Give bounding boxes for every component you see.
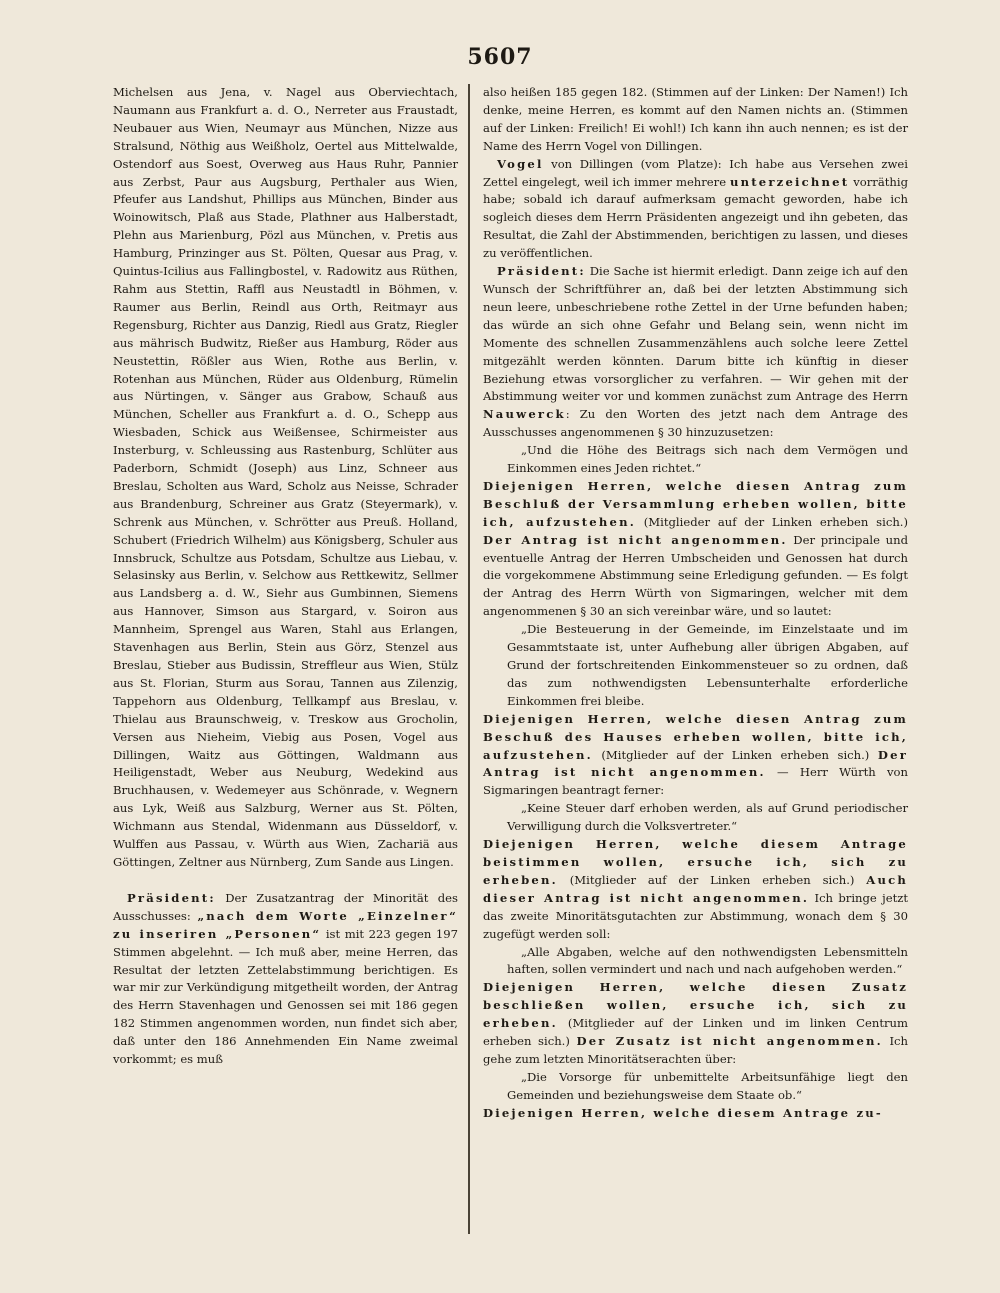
vote-call-text: Diejenigen Herren, welche diesen Antrag zum Beschluß der Versammlung erheben wollen, bitte ich, aufzustehen. xyxy=(483,478,908,529)
vote-result: Auch dieser Antrag ist nicht angenommen. xyxy=(483,872,908,905)
motion-quote: „Und die Höhe des Beitrags sich nach dem Vermögen und Einkommen eines Jeden richtet.“ xyxy=(507,443,908,476)
vote-result: Der Zusatz ist nicht angenommen. xyxy=(576,1034,883,1049)
vote-call-text: Diejenigen Herren, welche diesem Antrage beistimmen wollen, ersuche ich, sich zu erheben. xyxy=(483,837,908,887)
motion-quote: „Die Besteuerung in der Gemeinde, im Einzelstaate und im Gesammtstaate ist, unter Aufhebung aller übrigen Abgaben, auf Grund der fortschreitenden Einkommensteuer so zu ordnen, daß das zum nothwendigsten Lebensunterhalte erforderliche Einkommen frei bleibe. xyxy=(507,622,908,708)
statement-text: von Dillingen (vom Platze): Ich habe aus Versehen zwei Zettel eingelegt, weil ich immer mehrere xyxy=(483,156,909,189)
statement-text: Der Zusatzantrag der Minorität des Ausschusses: xyxy=(113,890,458,923)
statement-text: ist mit 223 gegen 197 Stimmen abgelehnt. — Ich muß aber, meine Herren, das Resultat der letzten Zettelabstimmung berichtigen. Es war mir zur Verkündigung mitgetheilt worden, der Antrag des Herrn Stavenhagen und Genossen sei mit 186 gegen 182 Stimmen angenommen worden, nun findet sich aber, daß unter den 186 Annehmenden Ein Name zweimal vorkommt; es muß xyxy=(113,926,458,1067)
statement-text: Ich bringe jetzt das zweite Minoritätsgutachten zur Abstimmung, wonach dem § 30 zugefügt werden soll: xyxy=(483,890,909,941)
emphasis: unterzeichnet xyxy=(729,174,850,189)
vote-reaction: (Mitglieder auf der Linken erheben sich.) xyxy=(601,747,870,762)
paragraph: also heißen 185 gegen 182. (Stimmen auf der Linken: Der Namen!) Ich denke, meine Herren, es kommt auf den Namen nichts an. (Stimmen auf der Linken: Freilich! Ei wohl!) Ich kann ihn auch nennen; es ist der Name des Herrn Vogel von Dillingen. xyxy=(483,85,908,153)
vote-reaction: (Mitglieder auf der Linken erheben sich.) xyxy=(643,514,909,529)
statement-text: Ich gehe zum letzten Minoritätserachten über: xyxy=(483,1034,909,1066)
names-list: Michelsen aus Jena, v. Nagel aus Oberviechtach, Naumann aus Frankfurt a. d. O., Nerreter aus Fraustadt, Neubauer aus Wien, Neumayr aus München, Nizze aus Stralsund, Nöthig aus Weißholz, Oertel aus Mittelwalde, Ostendorf aus Soest, Overweg aus Haus Ruhr, Pannier aus Zerbst, Paur aus Augsburg, Perthaler aus Wien, Pfeufer aus Landshut, Phillips aus München, Binder aus Woinowitsch, Plaß aus Stade, Plathner aus Halberstadt, Plehn aus Marienburg, Pözl aus München, v. Pretis aus Hamburg, Prinzinger aus St. Pölten, Quesar aus Prag, v. Quintus-Icilius aus Fallingbostel, v. Radowitz aus Rüthen, Rahm aus Stettin, Raffl aus Neustadtl in Böhmen, v. Raumer aus Berlin, Reindl aus Orth, Reitmayr aus Regensburg, Richter aus Danzig, Riedl aus Gratz, Riegler aus mährisch Budwitz, Rießer aus Hamburg, Röder aus Neustettin, Rößler aus Wien, Rothe aus Berlin, v. Rotenhan aus München, Rüder aus Oldenburg, Rümelin aus Nürtingen, v. Sänger aus Grabow, Schauß aus München, Scheller aus Frankfurt a. d. O., Schepp aus Wiesbaden, Schick aus Weißensee, Schirmeister aus Insterburg, v. Schleussing aus Rastenburg, Schlüter aus Paderborn, Schmidt (Joseph) aus Linz, Schneer aus Breslau, Scholten aus Ward, Scholz aus Neisse, Schrader aus Brandenburg, Schreiner aus Gratz (Steyermark), v. Schrenk aus München, v. Schrötter aus Preuß. Holland, Schubert (Friedrich Wilhelm) aus Königsberg, Schuler aus Innsbruck, Schultze aus Potsdam, Schultze aus Liebau, v. Selasinsky aus Berlin, v. Selchow aus Rettkewitz, Sellmer aus Landsberg a. d. W., Siehr aus Gumbinnen, Siemens aus Hannover, Simson aus Stargard, v. Soiron aus Mannheim, Sprengel aus Waren, Stahl aus Erlangen, Stavenhagen aus Berlin, Stein aus Görz, Stenzel aus Breslau, Stieber aus Budissin, Streffleur aus Wien, Stülz aus St. Florian, Sturm aus Sorau, Tannen aus Zilenzig, Tappehorn aus Oldenburg, Tellkampf aus Breslau, v. Thielau aus Braunschweig, v. Treskow aus Grocholin, Versen aus Nieheim, Viebig aus Posen, Vogel aus Dillingen, Waitz aus Göttingen, Waldmann aus Heiligenstadt, Weber aus Neuburg, Wedekind aus Bruchhausen, v. Wedemeyer aus Schönrade, v. Wegnern aus Lyk, Weiß aus Salzburg, Werner aus St. Pölten, Wichmann aus Stendal, Widenmann aus Düsseldorf, v. Wulffen aus Passau, v. Würth aus Wien, Zachariä aus Göttingen, Zeltner aus Nürnberg, Zum Sande aus Lingen. xyxy=(113,85,458,869)
right-column xyxy=(483,84,908,1123)
speaker-label: Vogel xyxy=(497,156,544,171)
vote-result: Der Antrag ist nicht angenommen. xyxy=(483,532,788,547)
statement-text: Die Sache ist hiermit erledigt. Dann zeige ich auf den Wunsch der Schriftführer an, daß bei der letzten Abstimmung sich neun leere, unbeschriebene rothe Zettel in der Urne befunden haben; das würde an sich ohne Gefahr und Belang sein, wenn nicht im Momente des schnellen Zusammenzählens auch solche leere Zettel mitgezählt werden könnten. Darum bitte ich künftig in dieser Beziehung etwas vorsorglicher zu verfahren. — Wir gehen mit der Abstimmung weiter vor und kommen zunächst zum Antrage des Herrn xyxy=(483,264,908,404)
speaker-label: Präsident: xyxy=(497,264,586,279)
page-number: 5607 xyxy=(467,44,533,70)
vogel-statement xyxy=(483,156,908,263)
statement-quote: „nach dem Worte „Einzelner“ zu inseriren „Personen“ xyxy=(113,908,459,941)
vote-call-text: Diejenigen Herren, welche diesen Antrag zum Beschuß des Hauses erheben wollen, bitte ich, aufzustehen. xyxy=(483,711,908,762)
vote-call xyxy=(483,836,908,943)
left-column xyxy=(113,84,458,1069)
statement-text: Der principale und eventuelle Antrag der Herren Umbscheiden und Genossen hat durch die vorgekommene Abstimmung seine Erledigung gefunden. — Es folgt der Antrag des Herrn Würth von Sigmaringen, welcher mit dem angenommenen § 30 an sich vereinbar wäre, und so lautet: xyxy=(483,532,908,619)
vote-call-text: Diejenigen Herren, welche diesem Antrage zu- xyxy=(483,1105,883,1120)
vote-call xyxy=(483,979,908,1069)
speaker-label: Präsident: xyxy=(127,890,216,905)
vote-reaction: (Mitglieder auf der Linken erheben sich.) xyxy=(569,872,855,887)
motion-quote: „Keine Steuer darf erhoben werden, als auf Grund periodischer Verwilligung durch die Volksvertreter.“ xyxy=(507,801,908,834)
statement-text: vorräthig habe; sobald ich darauf aufmerksam gemacht geworden, habe ich sogleich dieses dem Herrn Präsidenten angezeigt und ihn gebeten, das Resultat, die Zahl der Abstimmenden, berichtigen zu lassen, und dieses zu veröffentlichen. xyxy=(483,174,908,261)
president-statement-left xyxy=(113,890,458,1069)
president-statement-right xyxy=(483,263,908,442)
column-rule xyxy=(468,84,470,1234)
vote-reaction: (Mitglieder auf der Linken und im linken Centrum erheben sich.) xyxy=(483,1016,908,1049)
statement-text: : Zu den Worten des jetzt nach dem Antrage des Ausschusses angenommenen § 30 hinzuzusetzen: xyxy=(483,407,908,440)
vote-result: Der Antrag ist nicht angenommen. xyxy=(483,747,909,780)
statement-text: — Herr Würth von Sigmaringen beantragt ferner: xyxy=(483,765,908,798)
speaker-name: Nauwerck xyxy=(483,407,566,422)
vote-call xyxy=(483,1105,908,1123)
vote-call xyxy=(483,711,908,801)
vote-call xyxy=(483,478,908,621)
vote-call-text: Diejenigen Herren, welche diesen Zusatz beschließen wollen, ersuche ich, sich zu erheben. xyxy=(483,980,908,1031)
motion-quote: „Alle Abgaben, welche auf den nothwendigsten Lebensmitteln haften, sollen vermindert und nach und nach aufgehoben werden.“ xyxy=(507,944,908,977)
motion-quote: „Die Vorsorge für unbemittelte Arbeitsunfähige liegt den Gemeinden und beziehungsweise dem Staate ob.“ xyxy=(507,1069,908,1102)
